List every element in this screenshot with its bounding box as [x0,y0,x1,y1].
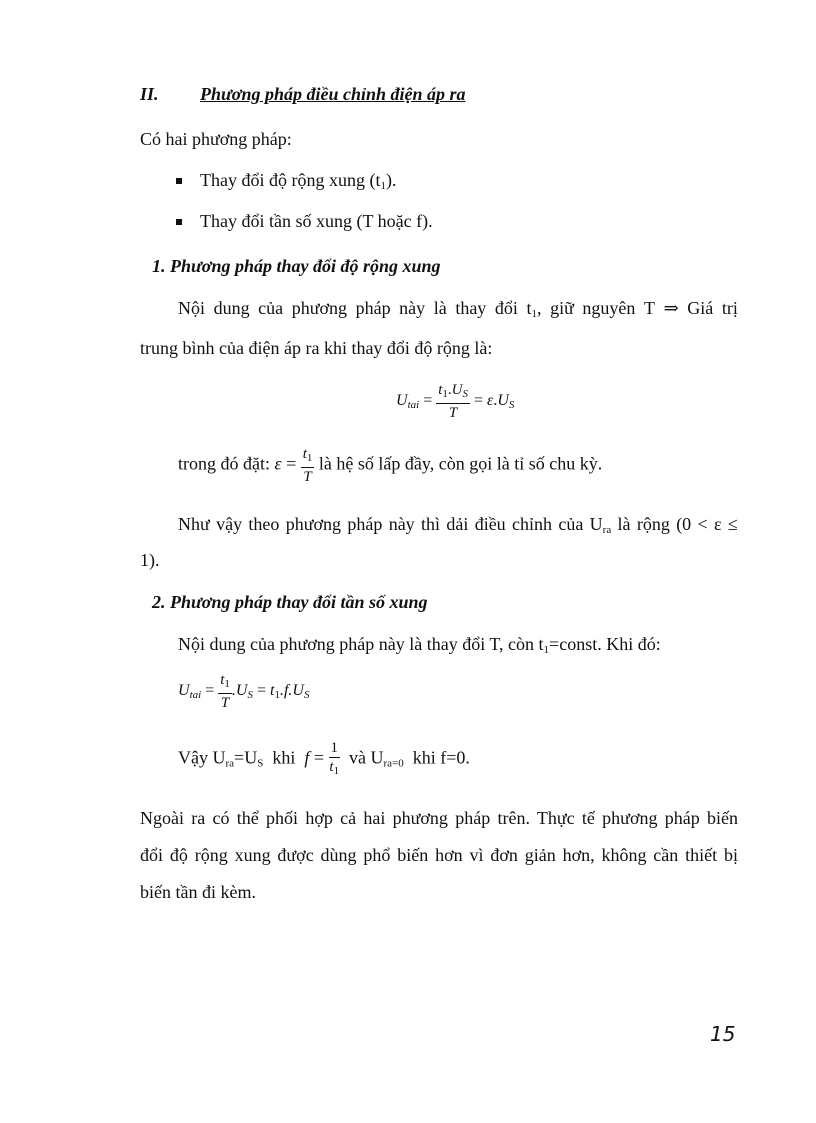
sub2-para1 [178,634,661,656]
res-a: Vậy U [178,747,226,768]
def-equals: = [281,453,301,474]
sub1-para1-line1: Nội dung của phương pháp này là thay đổi $t_1$, giữ nguyên T ⇒ Giá trị [178,298,738,320]
eq1-num-dot: . [447,382,452,398]
sub2-p1-b: =const. Khi đó: [549,634,661,654]
res-num: 1 [330,740,339,756]
def-text-b: là hệ số lấp đầy, còn gọi là tỉ số chu kỳ. [314,453,603,474]
def-num: t [302,446,307,462]
bullet-1-text: Thay đổi độ rộng xung (t [200,170,381,190]
res-b: =U [234,747,258,768]
res-den-sub: 1 [333,765,340,777]
eq2-rest: .f.U [279,682,304,700]
eq1-fraction [436,382,470,421]
def-fraction [301,446,315,485]
closing-line-1: Ngoài ra có thể phối hợp cả hai phương pháp trên. Thực tế phương pháp biến [140,808,738,828]
sub1-para1-line2: trung bình của điện áp ra khi thay đổi độ rộng là: [140,338,493,358]
closing-line-3: biến tần đi kèm. [140,882,256,902]
eq2-equals-2: = [252,682,270,700]
eq1-den: T [448,405,458,421]
page-number: 15 [710,1022,736,1046]
sub1-para2-line2: 1). [140,550,160,570]
bullet-marker [176,178,182,184]
intro-text: Có hai phương pháp: [140,129,292,149]
eq1-eps: ε [487,392,494,410]
eq2-fraction [218,672,232,711]
eq2-rest-sub: S [303,689,310,702]
eq2-mid: .U [231,682,248,700]
res-d: và U [340,747,384,768]
res-sub2: S [257,757,264,770]
res-e: khi f=0. [403,747,470,768]
eq2-equals: = [201,682,219,700]
eq2-lhs: U [178,682,190,700]
def-num-sub: 1 [306,452,313,464]
eq1-num-t: t [438,382,443,398]
equation-2 [178,672,309,711]
ura-sub: ra [602,524,612,536]
def-text-a: trong đó đặt: [178,453,275,474]
def-den: T [303,469,312,485]
bullet-item-2: Thay đổi tần số xung (T hoặc f). [200,211,433,231]
eq1-rhs-u-sub: S [508,399,515,412]
t-var: t [526,298,532,318]
eq2-t: t [269,682,275,700]
eq1-num-u-sub: S [462,388,468,400]
res-c: khi [263,747,305,768]
bullet-item-1 [200,170,396,192]
res-den: t [329,759,334,775]
def-eps: ε [274,453,282,474]
eq2-mid-sub: S [247,689,253,702]
sub2-p1-a: Nội dung của phương pháp này là thay đổi T, còn t [178,634,544,654]
closing-line-2: đổi độ rộng xung được dùng phổ biến hơn vì đơn giản hơn, không cần thiết bị [140,845,738,865]
eq1-num-t-sub: 1 [442,388,448,400]
eq2-t-sub: 1 [274,689,280,702]
definition-line [178,446,602,485]
res-sub3: ra=0 [383,757,404,770]
section-title: Phương pháp điều chỉnh điện áp ra [200,84,466,104]
eq1-rhs-u: U [497,392,509,410]
res-f: f [304,747,310,768]
sub2-p1-sub: 1 [543,644,550,656]
eq2-num: t [220,672,225,688]
equation-1 [396,382,514,421]
section-number: II. [140,84,159,104]
subsection-2-title: 2. Phương pháp thay đổi tần số xung [152,592,428,612]
result-line [178,740,470,779]
eq1-lhs-sub: tai [407,399,420,412]
eq1-lhs: U [396,392,408,410]
t1-sub: 1 [531,308,537,320]
res-fraction [329,740,341,779]
res-equals: = [309,747,329,768]
res-sub1: ra [225,757,235,770]
bullet-1-sub: 1 [380,180,386,192]
subsection-1-title: 1. Phương pháp thay đổi độ rộng xung [152,256,441,276]
eq1-dot: . [493,392,498,410]
eq2-lhs-sub: tai [189,689,202,702]
eq1-num-u: U [451,382,463,398]
eq1-equals-2: = [473,392,484,410]
bullet-marker [176,219,182,225]
eq1-equals: = [423,392,433,410]
eq2-num-sub: 1 [224,678,230,690]
sub1-para2-line1: Như vậy theo phương pháp này thì dải điều chỉnh của $U_{ra}$ là rộng (0 < ε ≤ [178,514,738,536]
bullet-1-tail: ). [385,170,397,190]
eq2-den: T [220,695,230,711]
